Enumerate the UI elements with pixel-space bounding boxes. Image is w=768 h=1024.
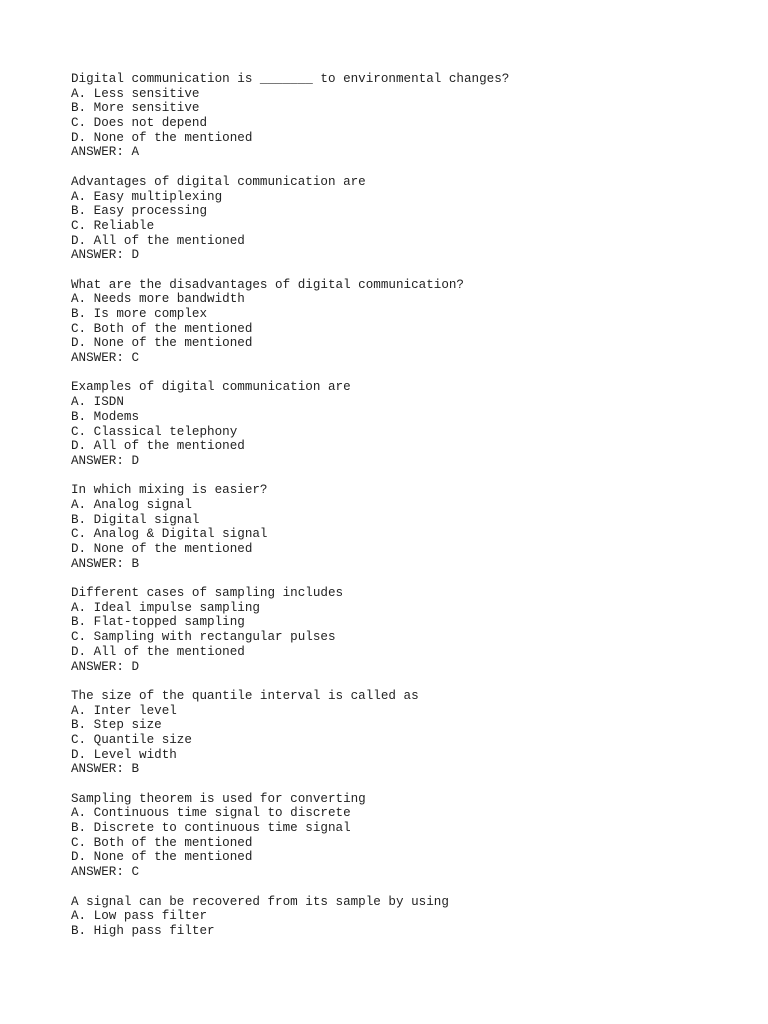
question-block <box>71 586 751 674</box>
answer-option: A. Needs more bandwidth <box>71 292 245 307</box>
answer-key: ANSWER: D <box>71 453 140 468</box>
question-prompt: A signal can be recovered from its sample by using <box>71 894 449 909</box>
question-block <box>71 380 751 468</box>
answer-option: B. Is more complex <box>71 307 208 321</box>
answer-option: A. Easy multiplexing <box>71 189 223 204</box>
answer-key: ANSWER: B <box>71 556 140 571</box>
answer-key: ANSWER: B <box>71 762 140 777</box>
question-block <box>71 895 751 939</box>
answer-option: B. More sensitive <box>71 101 200 116</box>
answer-option: B. High pass filter <box>71 923 215 938</box>
question-prompt: Sampling theorem is used for converting <box>71 791 366 806</box>
answer-option: A. Ideal impulse sampling <box>71 600 260 615</box>
answer-option: A. ISDN <box>71 395 124 410</box>
answer-option: C. Sampling with rectangular pulses <box>71 630 336 645</box>
answer-option: D. All of the mentioned <box>71 233 245 248</box>
document-page <box>71 72 751 953</box>
answer-option: C. Does not depend <box>71 116 208 131</box>
answer-option: B. Step size <box>71 718 162 733</box>
answer-option: A. Low pass filter <box>71 909 208 924</box>
question-prompt: Different cases of sampling includes <box>71 586 344 601</box>
answer-option: B. Discrete to continuous time signal <box>71 821 351 836</box>
answer-option: C. Both of the mentioned <box>71 321 253 336</box>
answer-key: ANSWER: D <box>71 659 140 674</box>
answer-option: A. Continuous time signal to discrete <box>71 806 351 821</box>
answer-option: D. Level width <box>71 747 177 762</box>
answer-key: ANSWER: D <box>71 248 140 263</box>
answer-option: A. Inter level <box>71 703 177 718</box>
answer-option: D. None of the mentioned <box>71 336 253 351</box>
answer-option: B. Easy processing <box>71 204 208 219</box>
answer-option: A. Analog signal <box>71 497 192 512</box>
answer-option: B. Digital signal <box>71 512 200 527</box>
question-prompt: What are the disadvantages of digital communication? <box>71 277 464 292</box>
question-prompt: In which mixing is easier? <box>71 483 268 498</box>
question-block <box>71 278 751 366</box>
answer-option: D. None of the mentioned <box>71 542 253 556</box>
question-prompt: Digital communication is _______ to environmental changes? <box>71 72 510 86</box>
answer-key: ANSWER: C <box>71 351 140 366</box>
answer-option: A. Less sensitive <box>71 86 200 101</box>
answer-option: C. Classical telephony <box>71 424 238 439</box>
question-prompt: The size of the quantile interval is called as <box>71 688 419 703</box>
answer-option: D. All of the mentioned <box>71 644 245 659</box>
answer-option: D. None of the mentioned <box>71 850 253 865</box>
question-prompt: Examples of digital communication are <box>71 380 351 395</box>
answer-option: C. Analog & Digital signal <box>71 527 268 542</box>
answer-option: D. None of the mentioned <box>71 130 253 145</box>
question-block <box>71 72 751 160</box>
question-block <box>71 483 751 571</box>
answer-option: C. Quantile size <box>71 732 192 747</box>
answer-option: B. Modems <box>71 409 140 424</box>
question-block <box>71 792 751 880</box>
question-prompt: Advantages of digital communication are <box>71 174 366 189</box>
answer-key: ANSWER: A <box>71 145 140 160</box>
answer-option: B. Flat-topped sampling <box>71 615 245 630</box>
answer-option: C. Both of the mentioned <box>71 835 253 850</box>
answer-option: D. All of the mentioned <box>71 439 245 454</box>
question-block <box>71 175 751 263</box>
answer-option: C. Reliable <box>71 218 155 233</box>
question-block <box>71 689 751 777</box>
answer-key: ANSWER: C <box>71 865 140 880</box>
